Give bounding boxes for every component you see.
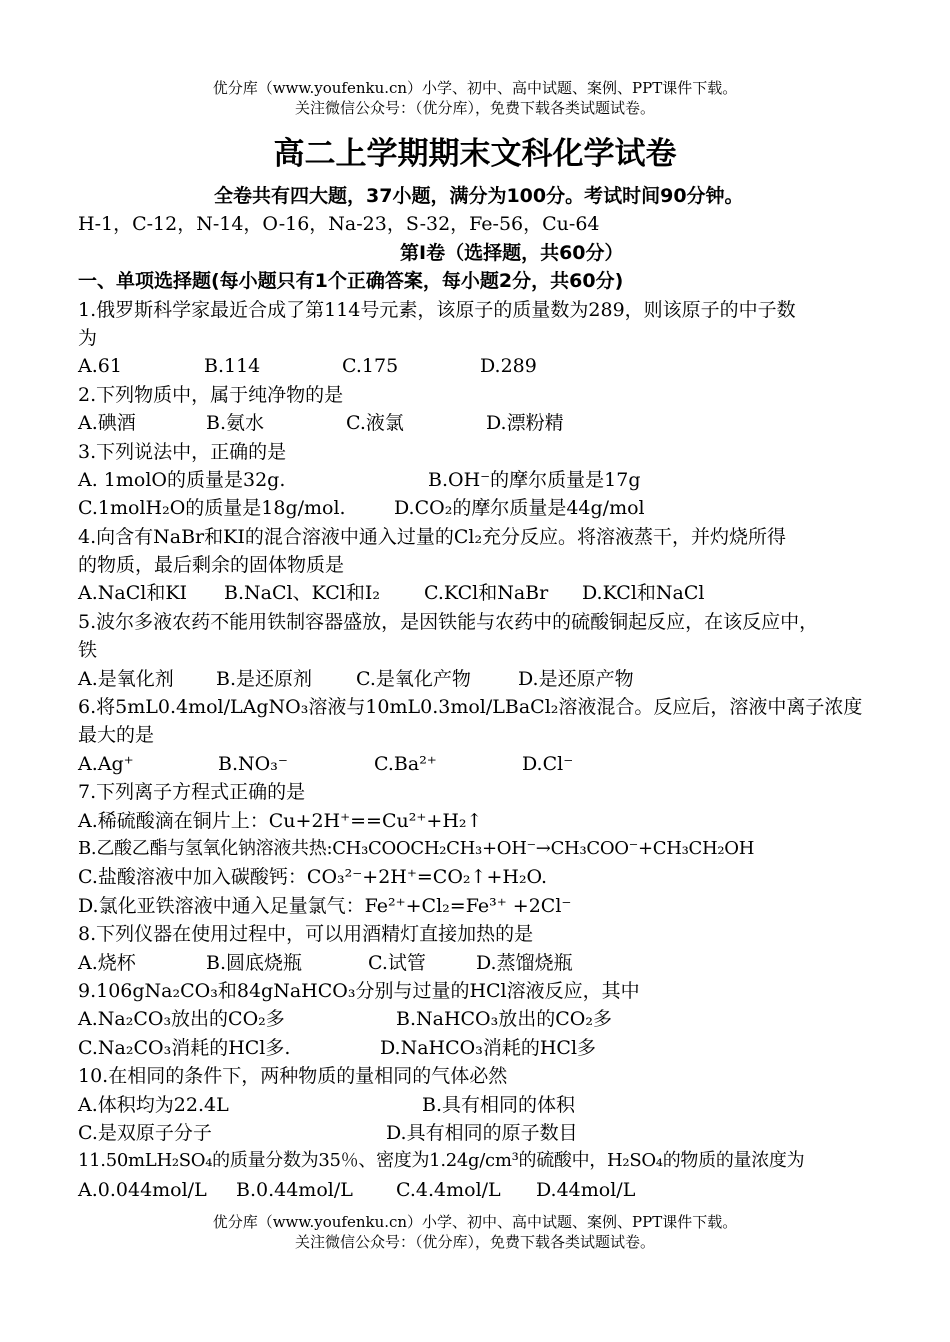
option-c: C.液氯: [346, 412, 404, 435]
question-11-options: [78, 1176, 908, 1204]
question-2-options: [78, 409, 908, 437]
option-a: A.体积均为22.4L: [78, 1093, 229, 1116]
option-d: D.Cl⁻: [522, 752, 574, 775]
option-b: B.NO₃⁻: [218, 752, 288, 775]
question-2: 2.下列物质中，属于纯净物的是: [78, 383, 344, 406]
option-b: B.NaCl、KCl和I₂: [224, 582, 380, 605]
option-b: B.氨水: [206, 412, 265, 435]
option-b: B.具有相同的体积: [422, 1093, 576, 1116]
question-7-option-b: B.乙酸乙酯与氢氧化钠溶液共热:CH₃COOCH₂CH₃+OH⁻→CH₃COO⁻+CH₃CH₂OH: [78, 837, 755, 859]
question-7: 7.下列离子方程式正确的是: [78, 781, 306, 804]
option-a: A.Ag⁺: [78, 752, 134, 775]
option-d: D.是还原产物: [518, 667, 634, 690]
option-c: C.试管: [368, 951, 426, 974]
banner-line-2: 关注微信公众号：（优分库），免费下载各类试题试卷。: [294, 1233, 655, 1251]
option-c: C.1molH₂O的质量是18g/mol.: [78, 497, 346, 520]
option-a: A.61: [78, 355, 122, 378]
banner-line-1: 优分库（www.youfenku.cn）小学、初中、高中试题、案例、PPT课件下载。: [212, 1213, 738, 1231]
question-11: 11.50mLH₂SO₄的质量分数为35％、密度为1.24g/cm³的硫酸中，H₂SO₄的物质的量浓度为: [78, 1150, 805, 1172]
question-7-option-c: C.盐酸溶液中加入碳酸钙：CO₃²⁻+2H⁺=CO₂↑+H₂O.: [78, 866, 548, 889]
option-d: D.CO₂的摩尔质量是44g/mol: [394, 497, 645, 520]
question-10: 10.在相同的条件下，两种物质的量相同的气体必然: [78, 1065, 508, 1088]
option-c: C.175: [342, 355, 399, 378]
option-a: A. 1molO的质量是32g.: [78, 468, 286, 491]
option-c: C.KCl和NaBr: [424, 582, 549, 605]
option-c: C.是双原子分子: [78, 1121, 212, 1144]
option-c: C.4.4mol/L: [396, 1178, 501, 1201]
option-d: D.具有相同的原子数目: [386, 1121, 578, 1144]
question-5-options: [78, 665, 908, 693]
option-a: A.是氧化剂: [78, 667, 174, 690]
question-9-options-row-1: [78, 1005, 908, 1033]
option-d: D.漂粉精: [486, 412, 564, 435]
atomic-masses: H-1，C-12，N-14，O-16，Na-23，S-32，Fe-56，Cu-64: [78, 213, 600, 236]
footer-banner: [0, 1212, 950, 1252]
question-7-option-a: A.稀硫酸滴在铜片上：Cu+2H⁺==Cu²⁺+H₂↑: [78, 809, 483, 832]
option-a: A.0.044mol/L: [78, 1178, 207, 1201]
question-5-line-2: 铁: [78, 639, 98, 662]
option-b: B.114: [204, 355, 261, 378]
question-6-line-2: 最大的是: [78, 724, 155, 747]
question-6-options: [78, 750, 908, 778]
question-3-options-row-1: [78, 466, 908, 494]
option-b: B.是还原剂: [216, 667, 313, 690]
option-d: D.蒸馏烧瓶: [476, 951, 573, 974]
option-d: D.44mol/L: [536, 1178, 636, 1201]
option-b: B.0.44mol/L: [236, 1178, 353, 1201]
question-4-line-2: 的物质，最后剩余的固体物质是: [78, 554, 345, 577]
question-9-options-row-2: [78, 1034, 908, 1062]
question-8: 8.下列仪器在使用过程中，可以用酒精灯直接加热的是: [78, 923, 534, 946]
banner-line-1: 优分库（www.youfenku.cn）小学、初中、高中试题、案例、PPT课件下载。: [212, 79, 738, 97]
option-a: A.碘酒: [78, 412, 136, 435]
banner-line-2: 关注微信公众号：（优分库），免费下载各类试题试卷。: [294, 99, 655, 117]
option-c: C.Na₂CO₃消耗的HCl多.: [78, 1036, 291, 1059]
option-d: D.KCl和NaCl: [582, 582, 705, 605]
option-d: D.289: [480, 355, 537, 378]
question-1-line-2: 为: [78, 326, 98, 349]
option-a: A.Na₂CO₃放出的CO₂多: [78, 1008, 285, 1031]
option-b: B.OH⁻的摩尔质量是17g: [428, 468, 641, 491]
option-b: B.NaHCO₃放出的CO₂多: [396, 1008, 612, 1031]
question-4-line-1: 4.向含有NaBr和KI的混合溶液中通入过量的Cl₂充分反应。将溶液蒸干，并灼烧所得: [78, 525, 787, 548]
question-8-options: [78, 949, 908, 977]
exam-subtitle: 全卷共有四大题，37小题，满分为100分。考试时间90分钟。: [214, 185, 744, 207]
option-c: C.Ba²⁺: [374, 752, 437, 775]
question-3-options-row-2: [78, 494, 908, 522]
exam-content: [78, 182, 908, 1204]
question-5-line-1: 5.波尔多液农药不能用铁制容器盛放，是因铁能与农药中的硫酸铜起反应，在该反应中，: [78, 610, 819, 633]
option-b: B.圆底烧瓶: [206, 951, 303, 974]
option-a: A.烧杯: [78, 951, 136, 974]
exam-title: 高二上学期期末文科化学试卷: [273, 136, 677, 172]
header-banner: [0, 78, 950, 118]
part-heading: 一、单项选择题(每小题只有1个正确答案，每小题2分，共60分): [78, 270, 624, 293]
question-7-option-d: D.氯化亚铁溶液中通入足量氯气：Fe²⁺+Cl₂=Fe³⁺ +2Cl⁻: [78, 894, 572, 917]
option-c: C.是氧化产物: [356, 667, 471, 690]
question-10-options-row-2: [78, 1119, 908, 1147]
question-1-line-1: 1.俄罗斯科学家最近合成了第114号元素，该原子的质量数为289，则该原子的中子数: [78, 298, 796, 321]
option-a: A.NaCl和KI: [78, 582, 188, 605]
question-1-options: [78, 352, 908, 380]
question-9: 9.106gNa₂CO₃和84gNaHCO₃分别与过量的HCl溶液反应，其中: [78, 979, 640, 1002]
option-d: D.NaHCO₃消耗的HCl多: [380, 1036, 597, 1059]
question-3: 3.下列说法中，正确的是: [78, 440, 287, 463]
section-heading: 第Ⅰ卷（选择题，共60分）: [400, 241, 624, 264]
question-4-options: [78, 579, 908, 607]
question-6-line-1: 6.将5mL0.4mol/LAgNO₃溶液与10mL0.3mol/LBaCl₂溶液混合。反应后，溶液中离子浓度: [78, 696, 863, 719]
question-10-options-row-1: [78, 1091, 908, 1119]
